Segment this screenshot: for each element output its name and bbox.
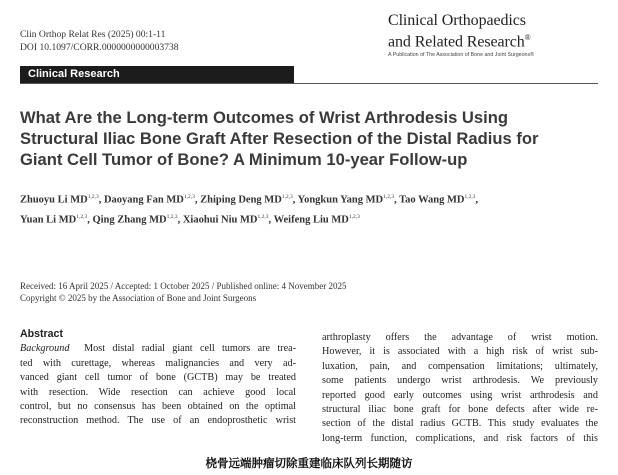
journal-name-line1: Clinical Orthopaedics	[388, 12, 526, 29]
abstract-line: However, it is associated with a high risk of wrist sub-	[322, 346, 598, 358]
citation-block	[20, 28, 179, 54]
author-name: Yongkun Yang MD	[297, 194, 384, 206]
abstract-line: vanced giant cell tumor of bone (GCTB) may be treated	[20, 372, 296, 384]
background-text: Most distal radial giant cell tumors are trea-	[84, 343, 297, 355]
author-affiliation: 1,2,3	[166, 213, 178, 220]
abstract-line: structural iliac bone graft for bone defects after wide re-	[322, 404, 598, 416]
author-separator: ,	[394, 194, 400, 206]
author-name: Daoyang Fan MD	[103, 194, 184, 206]
abstract-line: control, but no consensus has been obtained on the optimal	[20, 401, 296, 413]
author-affiliation: 1,2,3	[87, 194, 99, 200]
journal-subtitle: A Publication of The Association of Bone and Joint Surgeons®	[388, 52, 535, 59]
author-affiliation: 1,2,3	[383, 194, 395, 200]
author-separator: ,	[177, 214, 183, 225]
author-separator: ,	[268, 214, 274, 225]
author-affiliation: 1,2,3	[281, 194, 293, 200]
abstract-line: some patients undergo wrist arthrodesis. We previously	[322, 375, 598, 387]
author-name: Zhiping Deng MD	[200, 194, 282, 206]
author-name: Zhuoyu Li MD	[20, 194, 88, 206]
author-affiliation: 1,2,3	[183, 194, 195, 200]
doi: DOI 10.1097/CORR.0000000000003738	[20, 42, 179, 53]
author-name: Yuan Li MD	[20, 214, 77, 225]
abstract-line: with resection. Wide resection can achieve good local	[20, 386, 296, 398]
author-affiliation: 1,2,3	[464, 194, 476, 200]
section-bar	[20, 66, 294, 84]
article-title	[20, 107, 610, 170]
abstract-line: section of the distal radius GCTB. This study evaluates the	[322, 418, 598, 430]
journal-masthead	[388, 12, 598, 58]
author-separator: ,	[292, 194, 298, 206]
article-history: Received: 16 April 2025 / Accepted: 1 October 2025 / Published online: 4 November 2025	[20, 281, 347, 291]
background-label: Background	[20, 343, 70, 355]
title-line: Giant Cell Tumor of Bone? A Minimum 10-year Follow-up	[20, 150, 468, 169]
author-affiliation: 1,2,3	[348, 213, 360, 220]
divider-rule	[20, 83, 598, 84]
article-dates	[20, 280, 346, 304]
author-separator: ,	[475, 194, 479, 206]
author-name: Qing Zhang MD	[92, 214, 167, 225]
abstract-line: luxation, pain, and compensation limitations; ultimately,	[322, 360, 598, 372]
author-name: Xiaohui Niu MD	[182, 214, 258, 225]
author-list	[20, 189, 610, 228]
citation: Clin Orthop Relat Res (2025) 00:1-11	[20, 29, 166, 40]
author-affiliation: 1,2,3	[76, 213, 88, 220]
section-label: Clinical Research	[28, 68, 120, 80]
registered-mark: ®	[524, 33, 531, 42]
author-line	[20, 209, 610, 229]
title-line: Structural Iliac Bone Graft After Resection of the Distal Radius for	[20, 129, 539, 148]
author-separator: ,	[98, 194, 104, 206]
abstract-line: long-term function, complications, and risk factors of this	[322, 432, 598, 444]
abstract-line	[20, 342, 296, 356]
abstract-heading: Abstract	[20, 328, 63, 340]
author-separator: ,	[194, 194, 201, 206]
author-name: Tao Wang MD	[399, 194, 465, 206]
author-line	[20, 189, 610, 209]
image-caption: 桡骨远端肿瘤切除重建临床队列长期随访	[205, 456, 413, 470]
author-affiliation: 1,2,3	[257, 213, 269, 220]
author-name: Weifeng Liu MD	[273, 214, 349, 225]
author-separator: ,	[87, 214, 93, 225]
copyright-line: Copyright © 2025 by the Association of Bone and Joint Surgeons	[20, 293, 257, 303]
journal-name-line2	[388, 29, 598, 50]
abstract-line: reconstruction method. The use of an endoprosthetic wrist	[20, 415, 296, 427]
abstract-left-column	[20, 327, 296, 429]
abstract-line: arthroplasty offers the advantage of wrist motion.	[322, 332, 598, 343]
abstract-right-column	[322, 331, 598, 446]
abstract-line: ted with curettage, whereas malignancies and very ad-	[20, 357, 296, 369]
abstract-line: reported good early outcomes using wrist arthrodesis and	[322, 389, 598, 401]
title-line: What Are the Long-term Outcomes of Wrist Arthrodesis Using	[20, 108, 509, 127]
journal-name-text: and Related Research	[388, 33, 525, 51]
